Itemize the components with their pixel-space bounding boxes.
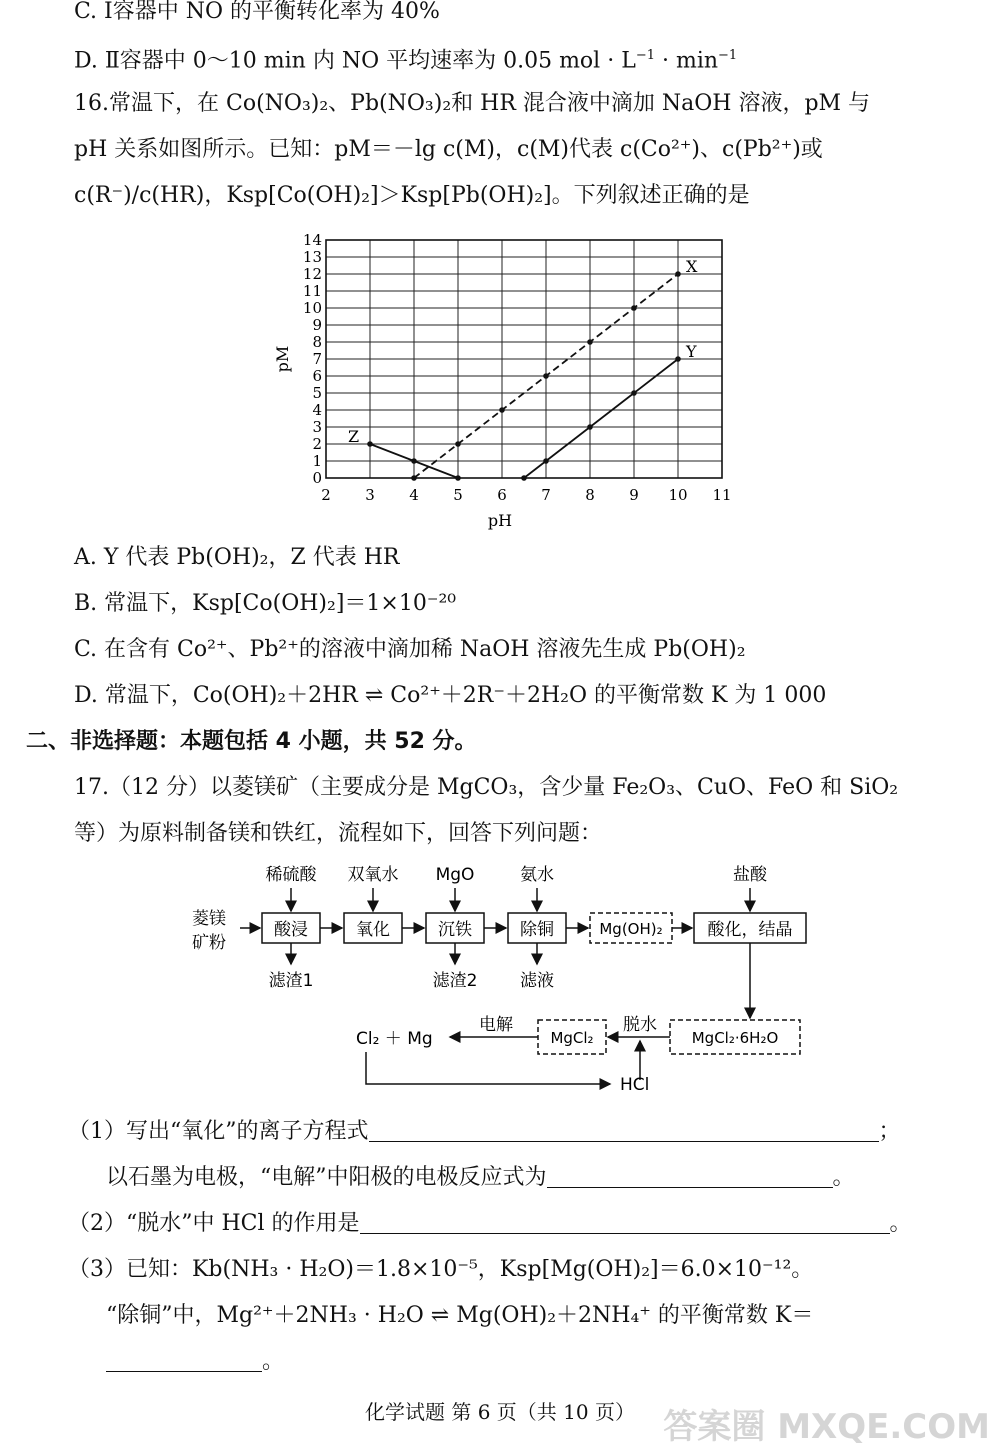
y-tick-label: 2 [312, 435, 322, 453]
q17-part3-line1: （3）已知：Kb(NH₃ · H₂O)＝1.8×10⁻⁵，Ksp[Mg(OH)₂]＝6.0×10⁻¹²。 [68, 1257, 814, 1282]
series-label-y: Y [686, 342, 697, 361]
y-tick-label: 8 [312, 333, 322, 351]
data-point-x [675, 271, 681, 277]
data-point-x [543, 373, 549, 379]
data-point-x [411, 475, 417, 481]
hydrate-label: MgCl₂·6H₂O [691, 1029, 779, 1047]
answer-blank[interactable] [360, 1211, 890, 1234]
data-point-x [631, 305, 637, 311]
x-tick-label: 5 [453, 486, 463, 504]
y-tick-label: 13 [302, 248, 322, 266]
reagent-ammonia: 氨水 [520, 865, 554, 885]
step-iron-precipitation: 沉铁 [438, 920, 472, 940]
q16-stem-line2: pH 关系如图所示。已知：pM＝－lg c(M)，c(M)代表 c(Co²⁺)、c(Pb²⁺)或 [74, 137, 823, 162]
data-point-y [631, 390, 637, 396]
reagent-hydrogen-peroxide: 双氧水 [347, 865, 399, 885]
filtrate: 滤液 [520, 971, 554, 991]
y-tick-label: 7 [312, 350, 322, 368]
y-tick-label: 3 [312, 418, 322, 436]
q17-stem-line2: 等）为原料制备镁和铁红，流程如下，回答下列问题： [74, 821, 603, 846]
residue-2: 滤渣2 [432, 971, 478, 991]
y-tick-label: 1 [312, 452, 322, 470]
q17-stem-line1: 17.（12 分）以菱镁矿（主要成分是 MgCO₃，含少量 Fe₂O₃、CuO、FeO 和 SiO₂ [74, 775, 899, 800]
reagent-mgo: MgO [435, 865, 475, 885]
answer-blank[interactable] [369, 1119, 879, 1142]
reagent-hydrochloric-acid: 盐酸 [733, 865, 767, 885]
hcl-label: HCl [620, 1075, 650, 1095]
data-point-z [367, 441, 373, 447]
y-tick-label: 5 [312, 384, 322, 402]
x-tick-label: 8 [585, 486, 595, 504]
reagent-sulfuric-acid: 稀硫酸 [265, 865, 317, 885]
x-tick-label: 3 [365, 486, 375, 504]
q16-option-d: D. 常温下，Co(OH)₂＋2HR ⇌ Co²⁺＋2R⁻＋2H₂O 的平衡常数 K 为 1 000 [74, 683, 827, 708]
answer-blank[interactable] [106, 1349, 262, 1372]
data-point-x [587, 339, 593, 345]
data-point-y [587, 424, 593, 430]
q16-option-b: B. 常温下，Ksp[Co(OH)₂]＝1×10⁻²⁰ [74, 591, 457, 616]
y-tick-label: 9 [312, 316, 322, 334]
q16-stem-line3: c(R⁻)/c(HR)，Ksp[Co(OH)₂]＞Ksp[Pb(OH)₂]。下列叙述正确的是 [74, 183, 750, 208]
data-point-y [675, 356, 681, 362]
y-tick-label: 12 [302, 265, 322, 283]
data-point-x [499, 407, 505, 413]
q17-part3-line3: 。 [106, 1346, 284, 1378]
data-point-z [411, 458, 417, 464]
mgoh2-label: Mg(OH)₂ [599, 920, 663, 938]
x-tick-label: 10 [668, 486, 688, 504]
q17-part2: （2）“脱水”中 HCl 的作用是 。 [68, 1211, 912, 1236]
y-tick-label: 14 [302, 231, 322, 249]
step-copper-removal: 除铜 [520, 920, 554, 940]
y-tick-label: 4 [312, 401, 322, 419]
q17-part1-line1: （1）写出“氧化”的离子方程式 ； [68, 1119, 901, 1144]
anhydrous-label: MgCl₂ [550, 1029, 594, 1047]
q17-part3-line2: “除铜”中，Mg²⁺＋2NH₃ · H₂O ⇌ Mg(OH)₂＋2NH₄⁺ 的平衡常数 K＝ [106, 1303, 814, 1328]
q16-stem-line1: 16.常温下，在 Co(NO₃)₂、Pb(NO₃)₂和 HR 混合液中滴加 NaOH 溶液，pM 与 [74, 91, 871, 116]
raw-material-2: 矿粉 [192, 933, 226, 953]
data-point-y [543, 458, 549, 464]
y-tick-label: 11 [302, 282, 322, 300]
x-tick-label: 11 [712, 486, 732, 504]
dehydrate-label: 脱水 [623, 1015, 657, 1035]
step-acid-leach: 酸浸 [274, 920, 308, 940]
data-point-y [521, 475, 527, 481]
series-label-x: X [686, 257, 698, 276]
section-heading: 二、非选择题：本题包括 4 小题，共 52 分。 [26, 729, 477, 754]
series-label-z: Z [348, 427, 360, 446]
q16-option-c: C. 在含有 Co²⁺、Pb²⁺的溶液中滴加稀 NaOH 溶液先生成 Pb(OH)₂ [74, 637, 746, 662]
q15-option-d: D. Ⅱ容器中 0～10 min 内 NO 平均速率为 0.05 mol · $L^{-1} \cdot \min^{-1}$ [74, 48, 738, 74]
x-tick-label: 7 [541, 486, 551, 504]
x-tick-label: 6 [497, 486, 507, 504]
x-tick-label: 9 [629, 486, 639, 504]
y-tick-label: 10 [302, 299, 322, 317]
q15-option-c: C. Ⅰ容器中 NO 的平衡转化率为 40% [74, 0, 440, 24]
x-tick-label: 2 [321, 486, 331, 504]
products-label: Cl₂ ＋ Mg [356, 1029, 433, 1049]
electrolysis-label: 电解 [479, 1015, 513, 1035]
x-axis-label: pH [487, 511, 513, 530]
step-acidify-crystallize: 酸化，结晶 [707, 920, 793, 940]
y-axis-label: pM [273, 345, 292, 373]
q17-part1-line2: 以石墨为电极，“电解”中阳极的电极反应式为 。 [106, 1165, 855, 1190]
answer-blank[interactable] [547, 1165, 833, 1188]
residue-1: 滤渣1 [268, 971, 314, 991]
raw-material-1: 菱镁 [192, 909, 226, 929]
data-point-x [455, 441, 461, 447]
step-oxidation: 氧化 [356, 920, 390, 940]
x-tick-label: 4 [409, 486, 419, 504]
q16-option-a: A. Y 代表 Pb(OH)₂，Z 代表 HR [74, 545, 400, 570]
y-tick-label: 0 [312, 469, 322, 487]
data-point-z [455, 475, 461, 481]
process-flowchart [180, 858, 820, 1098]
y-tick-label: 6 [312, 367, 322, 385]
pm-ph-chart [270, 228, 750, 534]
watermark: 答案圈 MXQE.COM [663, 1407, 990, 1447]
page-footer: 化学试题 第 6 页（共 10 页） [365, 1400, 635, 1424]
